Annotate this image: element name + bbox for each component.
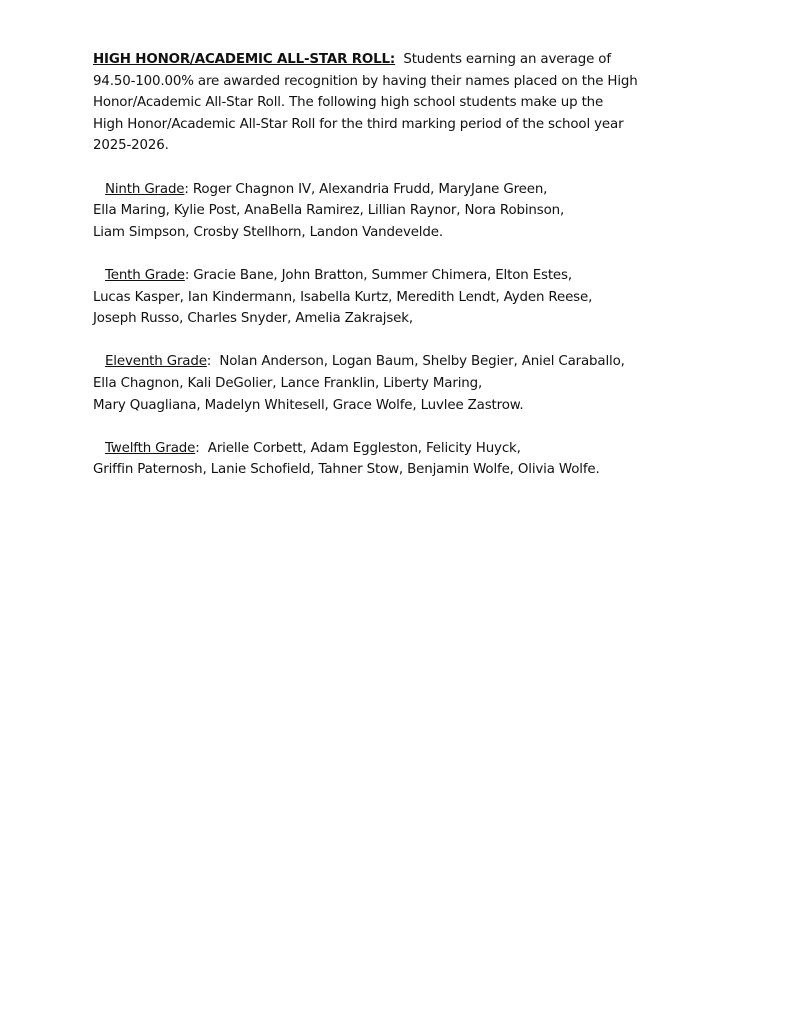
ninth-grade-names: : Roger Chagnon IV, Alexandria Frudd, MaryJane Green,: [184, 181, 548, 197]
eleventh-grade-line-3: Mary Quagliana, Madelyn Whitesell, Grace Wolfe, Luvlee Zastrow.: [93, 397, 524, 413]
twelfth-grade-label: Twelfth Grade: [105, 440, 196, 456]
paragraph-gap: [93, 330, 733, 352]
eleventh-grade-line-2: Ella Chagnon, Kali DeGolier, Lance Franklin, Liberty Maring,: [93, 375, 483, 391]
twelfth-grade-line-1: [93, 438, 733, 460]
twelfth-grade-line-2: Griffin Paternosh, Lanie Schofield, Tahner Stow, Benjamin Wolfe, Olivia Wolfe.: [93, 462, 600, 478]
ninth-grade-line-3: Liam Simpson, Crosby Stellhorn, Landon Vandevelde.: [93, 224, 443, 240]
tenth-grade-names: : Gracie Bane, John Bratton, Summer Chimera, Elton Estes,: [184, 267, 572, 283]
intro-line-5: 2025-2026.: [93, 138, 169, 154]
ninth-grade-label: Ninth Grade: [105, 181, 185, 197]
intro-line-2: 94.50-100.00% are awarded recognition by having their names placed on the High: [93, 73, 638, 89]
intro-text: Students earning an average of: [395, 52, 611, 67]
intro-line-3: Honor/Academic All-Star Roll. The following high school students make up the: [93, 95, 604, 111]
eleventh-grade-line-1: [93, 351, 733, 373]
tenth-grade-line-2: Lucas Kasper, Ian Kindermann, Isabella Kurtz, Meredith Lendt, Ayden Reese,: [93, 289, 593, 305]
paragraph-gap: [93, 157, 733, 179]
honor-roll-text: [93, 49, 733, 481]
ninth-grade-line-2: Ella Maring, Kylie Post, AnaBella Ramirez, Lillian Raynor, Nora Robinson,: [93, 203, 565, 219]
eleventh-grade-names: : Nolan Anderson, Logan Baum, Shelby Begier, Aniel Caraballo,: [206, 354, 625, 370]
tenth-grade-label: Tenth Grade: [105, 267, 185, 283]
tenth-grade-line-3: Joseph Russo, Charles Snyder, Amelia Zakrajsek,: [93, 311, 413, 327]
twelfth-grade-names: : Arielle Corbett, Adam Eggleston, Felicity Huyck,: [195, 440, 521, 456]
paragraph-gap: [93, 243, 733, 265]
paragraph-gap: [93, 416, 733, 438]
honor-roll-heading: HIGH HONOR/ACADEMIC ALL-STAR ROLL:: [93, 52, 396, 67]
tenth-grade-line-1: [93, 265, 733, 287]
ninth-grade-line-1: [93, 179, 733, 201]
intro-line-1: [93, 49, 733, 71]
intro-line-4: High Honor/Academic All-Star Roll for the third marking period of the school year: [93, 116, 624, 132]
eleventh-grade-label: Eleventh Grade: [105, 354, 207, 370]
